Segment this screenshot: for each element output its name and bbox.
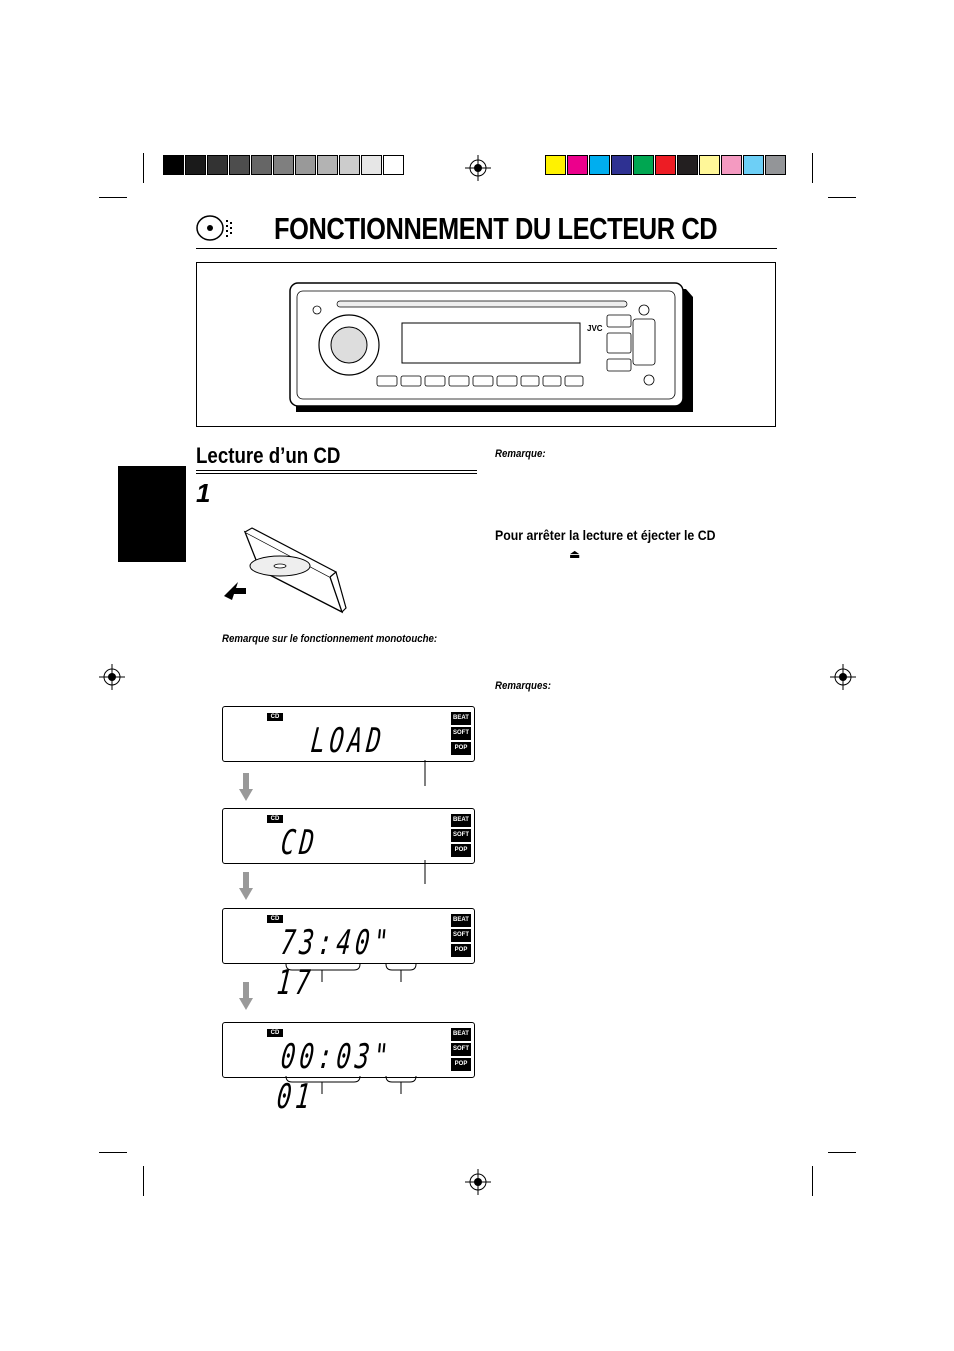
calibration-swatch	[677, 155, 698, 175]
sound-modes	[451, 914, 471, 959]
color-calibration-bar	[545, 155, 787, 175]
calibration-swatch	[765, 155, 786, 175]
language-tab	[118, 466, 186, 562]
lcd-text: LOAD	[309, 721, 388, 761]
crop-mark	[143, 1166, 144, 1196]
calibration-swatch	[361, 155, 382, 175]
lcd-text: 00:03" 01	[275, 1037, 395, 1117]
mode-pop: POP	[451, 844, 471, 857]
step-number: 1	[196, 478, 211, 508]
calibration-swatch	[229, 155, 250, 175]
note-label: Remarque:	[495, 448, 546, 460]
calibration-swatch	[185, 155, 206, 175]
cd-indicator: CD	[267, 915, 283, 923]
calibration-swatch	[611, 155, 632, 175]
calibration-swatch	[633, 155, 654, 175]
insert-cd-illustration	[220, 522, 350, 614]
calibration-swatch	[273, 155, 294, 175]
calibration-swatch	[655, 155, 676, 175]
calibration-swatch	[567, 155, 588, 175]
calibration-swatch	[545, 155, 566, 175]
lcd-display-cd	[222, 808, 475, 864]
crop-mark	[812, 1166, 813, 1196]
cd-indicator: CD	[267, 1029, 283, 1037]
arrow-down-icon	[239, 773, 253, 801]
mode-soft: SOFT	[451, 929, 471, 942]
mode-beat: BEAT	[451, 712, 471, 725]
device-illustration-frame	[196, 262, 776, 427]
lcd-display-load	[222, 706, 475, 762]
calibration-swatch	[589, 155, 610, 175]
registration-mark-icon	[830, 664, 856, 690]
calibration-swatch	[295, 155, 316, 175]
lcd-display-elapsed-time	[222, 1022, 475, 1117]
calibration-swatch	[699, 155, 720, 175]
arrow-down-icon	[239, 982, 253, 1010]
lcd-text: CD	[279, 823, 321, 863]
mode-soft: SOFT	[451, 829, 471, 842]
registration-mark-icon	[465, 1169, 491, 1195]
crop-mark	[828, 197, 856, 198]
stop-eject-heading: Pour arrêter la lecture et éjecter le CD	[495, 527, 716, 543]
mode-pop: POP	[451, 742, 471, 755]
mode-beat: BEAT	[451, 814, 471, 827]
mode-soft: SOFT	[451, 1043, 471, 1056]
cd-indicator: CD	[267, 713, 283, 721]
monotouch-note-label: Remarque sur le fonctionnement monotouche:	[222, 633, 438, 645]
callout-brackets	[280, 962, 420, 984]
registration-mark-icon	[99, 664, 125, 690]
mode-pop: POP	[451, 1058, 471, 1071]
notes-label: Remarques:	[495, 680, 551, 692]
arrow-down-icon	[239, 872, 253, 900]
mode-beat: BEAT	[451, 1028, 471, 1041]
registration-mark-icon	[465, 155, 491, 181]
insert-arrow-icon	[224, 582, 246, 600]
lcd-text: 73:40" 17	[275, 923, 395, 1003]
sound-modes	[451, 712, 471, 757]
section-rule	[196, 470, 477, 474]
crop-mark	[143, 153, 144, 183]
cd-icon	[196, 212, 240, 242]
mode-pop: POP	[451, 944, 471, 957]
grayscale-calibration-bar	[163, 155, 405, 175]
sound-modes	[451, 814, 471, 859]
title-rule	[196, 248, 777, 249]
crop-mark	[99, 197, 127, 198]
calibration-swatch	[721, 155, 742, 175]
crop-mark	[812, 153, 813, 183]
callout-line	[420, 860, 430, 884]
calibration-swatch	[251, 155, 272, 175]
car-stereo-illustration	[197, 263, 774, 425]
page-title: FONCTIONNEMENT DU LECTEUR CD	[274, 211, 718, 246]
cd-indicator: CD	[267, 815, 283, 823]
calibration-swatch	[743, 155, 764, 175]
crop-mark	[99, 1152, 127, 1153]
sound-modes	[451, 1028, 471, 1073]
callout-line	[420, 760, 430, 786]
eject-icon: ⏏	[569, 547, 581, 561]
calibration-swatch	[383, 155, 404, 175]
calibration-swatch	[207, 155, 228, 175]
crop-mark	[828, 1152, 856, 1153]
calibration-swatch	[163, 155, 184, 175]
brand-label: JVC	[587, 324, 603, 333]
mode-beat: BEAT	[451, 914, 471, 927]
callout-brackets	[280, 1074, 420, 1096]
calibration-swatch	[317, 155, 338, 175]
mode-soft: SOFT	[451, 727, 471, 740]
section-title: Lecture d’un CD	[196, 443, 341, 468]
lcd-display-total-time	[222, 908, 475, 1003]
calibration-swatch	[339, 155, 360, 175]
